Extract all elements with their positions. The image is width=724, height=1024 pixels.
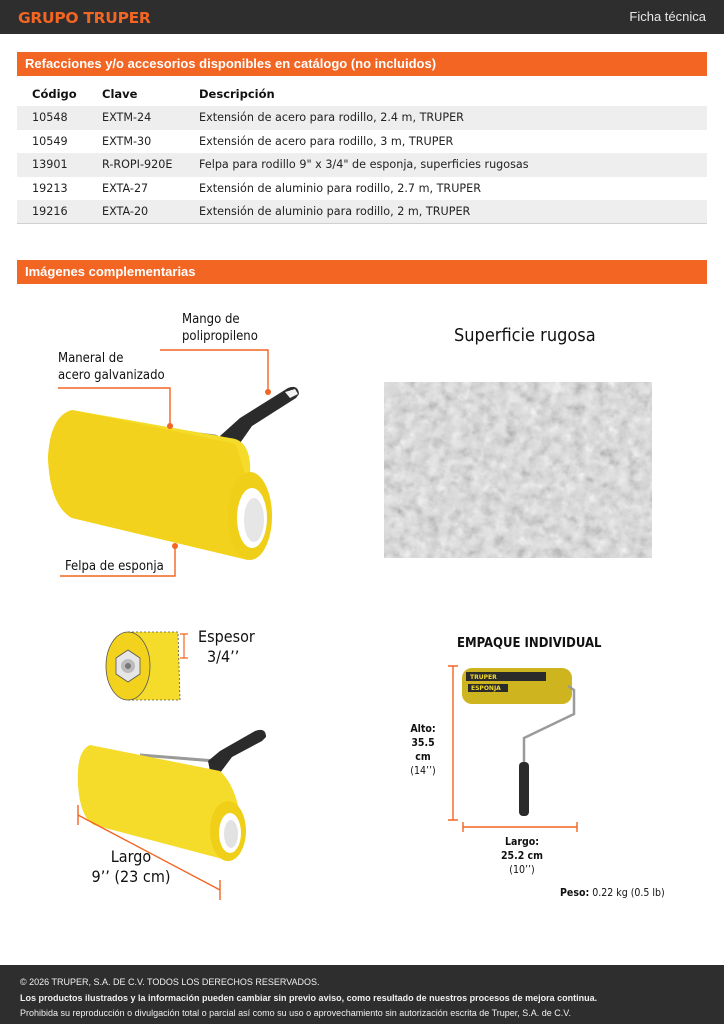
label-frame-line2: acero galvanizado (58, 368, 165, 383)
column-header-description: Descripción (199, 87, 275, 101)
package-product-text: ESPONJA (471, 685, 501, 692)
cell-description: Extensión de acero para rodillo, 3 m, TRUPER (199, 134, 454, 148)
label-cover: Felpa de esponja (65, 559, 164, 574)
cell-code: 13901 (17, 153, 87, 177)
brand-logo: GRUPO TRUPER (18, 9, 151, 27)
package-illustration (440, 660, 590, 835)
label-length-line2: 9’’ (23 cm) (91, 867, 171, 886)
label-handle-line1: Mango de (182, 312, 240, 327)
cell-key: EXTA-20 (87, 200, 184, 224)
cell-key: EXTA-27 (102, 181, 149, 195)
cell-code: 10548 (17, 106, 87, 130)
table-row (17, 153, 707, 177)
cell-key: R-ROPI-920E (87, 153, 184, 177)
label-frame-line1: Maneral de (58, 351, 124, 366)
cell-description: Extensión de aluminio para rodillo, 2 m, TRUPER (184, 200, 707, 224)
rough-surface-title: Superficie rugosa (454, 325, 596, 346)
label-thickness-line1: Espesor (198, 627, 255, 646)
label-frame (58, 350, 165, 384)
label-weight (560, 885, 665, 902)
table-row (17, 200, 707, 224)
footer-notice: Los productos ilustrados y la información pueden cambiar sin previo aviso, como resultado de nuestros procesos de mejora continua. (20, 992, 598, 1003)
cell-description: Extensión de acero para rodillo, 2.4 m, TRUPER (184, 106, 707, 130)
document-type: Ficha técnica (629, 9, 706, 24)
footer-copyright: © 2026 TRUPER, S.A. DE C.V. TODOS LOS DERECHOS RESERVADOS. (20, 977, 320, 987)
package-title: EMPAQUE INDIVIDUAL (457, 636, 602, 651)
images-section-title: Imágenes complementarias (17, 260, 707, 284)
package-brand-text: TRUPER (470, 674, 497, 681)
rough-surface-image (384, 382, 652, 558)
weight-label: Peso: (560, 887, 590, 899)
label-length-line1: Largo (110, 847, 152, 866)
label-package-length (496, 835, 548, 877)
table-row (17, 130, 707, 154)
weight-value: 0.22 kg (0.5 lb) (592, 887, 665, 899)
label-handle (182, 311, 258, 345)
page-header (0, 0, 724, 34)
label-pkg-length-line2: 25.2 cm (500, 850, 544, 862)
cell-key: EXTM-30 (102, 134, 152, 148)
cell-code: 10549 (32, 134, 68, 148)
thickness-illustration (100, 628, 195, 708)
label-pkg-length-line1: Largo: (504, 836, 540, 848)
label-height-line1: Alto: (410, 723, 436, 735)
cell-description: Extensión de aluminio para rodillo, 2.7 m, TRUPER (199, 181, 481, 195)
cell-code: 19216 (17, 200, 87, 224)
label-length (86, 847, 176, 887)
column-header-code: Código (32, 87, 77, 101)
label-thickness-line2: 3/4’’ (207, 647, 240, 666)
parts-section-title: Refacciones y/o accesorios disponibles en catálogo (no incluidos) (17, 52, 707, 76)
label-thickness (198, 627, 255, 667)
cell-description: Felpa para rodillo 9" x 3/4" de esponja, superficies rugosas (184, 153, 707, 177)
label-package-height (403, 722, 443, 778)
page-footer (0, 965, 724, 1024)
footer-legal: Prohibida su reproducción o divulgación total o parcial así como su uso o aprovechamiento sin autorización escrita de Truper, S.A. de C.V. (20, 1008, 571, 1018)
label-pkg-length-line3: (10’’) (509, 864, 535, 876)
cell-key: EXTM-24 (87, 106, 184, 130)
label-height-line3: (14’’) (410, 765, 436, 777)
table-row (17, 106, 707, 130)
column-header-key: Clave (102, 87, 138, 101)
cell-code: 19213 (32, 181, 68, 195)
table-row (17, 177, 707, 201)
table-header-row (17, 82, 707, 106)
label-handle-line2: polipropileno (182, 329, 258, 344)
label-height-line2: 35.5 cm (411, 737, 435, 763)
parts-table (17, 82, 707, 224)
